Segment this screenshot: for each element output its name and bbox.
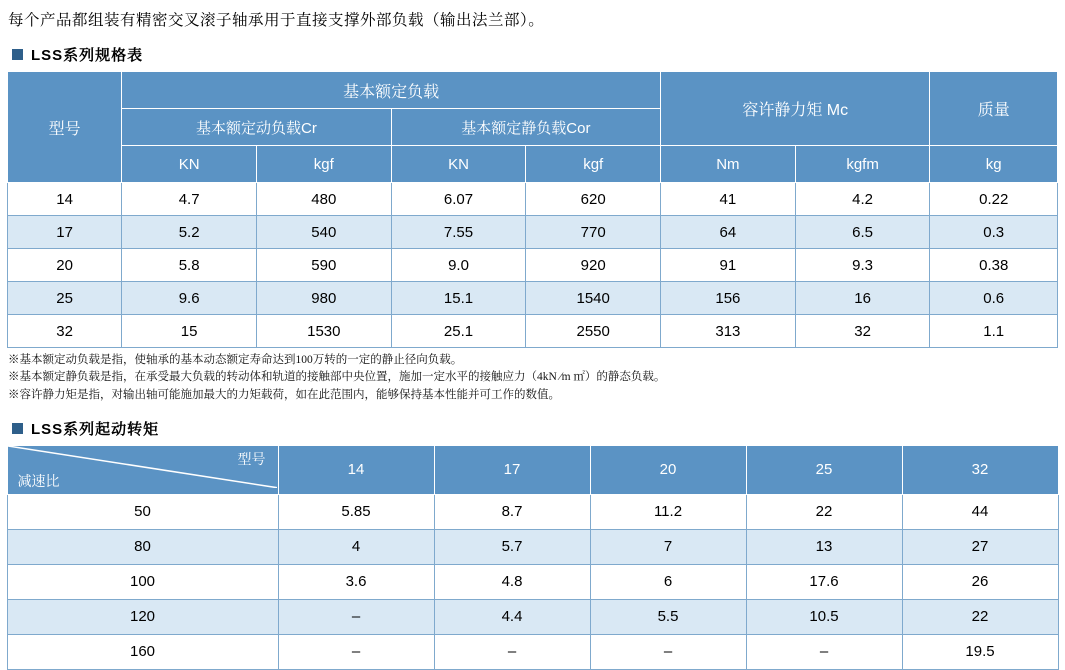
cell-torque: –: [590, 634, 746, 669]
spec-section-heading: [0, 30, 1065, 71]
square-bullet-icon: [12, 49, 23, 60]
cell-sta-kn: 25.1: [391, 315, 526, 348]
cell-torque: 22: [746, 494, 902, 529]
cell-mom-kgfm: 4.2: [795, 183, 930, 216]
cell-sta-kn: 7.55: [391, 216, 526, 249]
cell-torque: –: [278, 634, 434, 669]
cell-torque: –: [278, 599, 434, 634]
cell-torque: 5.85: [278, 494, 434, 529]
header-model-32: 32: [902, 445, 1058, 494]
cell-torque: 11.2: [590, 494, 746, 529]
cell-dyn-kn: 5.2: [122, 216, 257, 249]
header-unit-mom-nm: Nm: [661, 146, 796, 183]
table-row: [8, 249, 1058, 282]
cell-sta-kgf: 770: [526, 216, 661, 249]
cell-model: 32: [8, 315, 122, 348]
cell-mom-nm: 41: [661, 183, 796, 216]
cell-dyn-kn: 15: [122, 315, 257, 348]
header-model-17: 17: [434, 445, 590, 494]
torque-table: [7, 445, 1059, 670]
cell-sta-kgf: 1540: [526, 282, 661, 315]
torque-header-row: [7, 445, 1058, 494]
header-model-25: 25: [746, 445, 902, 494]
cell-mass-kg: 1.1: [930, 315, 1058, 348]
cell-torque: 27: [902, 529, 1058, 564]
table-row: [7, 494, 1058, 529]
cell-mom-kgfm: 32: [795, 315, 930, 348]
cell-torque: 17.6: [746, 564, 902, 599]
cell-torque: 13: [746, 529, 902, 564]
corner-label-ratio: 减速比: [17, 472, 60, 489]
cell-ratio: 50: [7, 494, 278, 529]
cell-sta-kgf: 920: [526, 249, 661, 282]
header-unit-dyn-kgf: kgf: [256, 146, 391, 183]
cell-mom-nm: 313: [661, 315, 796, 348]
header-unit-dyn-kn: KN: [122, 146, 257, 183]
cell-mom-kgfm: 6.5: [795, 216, 930, 249]
cell-torque: 5.7: [434, 529, 590, 564]
header-ratio-model-corner: [7, 445, 278, 494]
table-row: [7, 599, 1058, 634]
cell-mom-kgfm: 9.3: [795, 249, 930, 282]
torque-section-heading: [0, 404, 1065, 445]
cell-mass-kg: 0.22: [930, 183, 1058, 216]
cell-model: 14: [8, 183, 122, 216]
cell-torque: 44: [902, 494, 1058, 529]
header-basic-rated-load: 基本额定负载: [122, 72, 661, 109]
cell-torque: 7: [590, 529, 746, 564]
header-unit-mom-kgfm: kgfm: [795, 146, 930, 183]
spec-notes: [0, 348, 1065, 404]
cell-ratio: 80: [7, 529, 278, 564]
note-line: ※基本额定静负载是指，在承受最大负载的转动体和轨道的接触部中央位置，施加一定水平的接触应力（4kN ⁄m ㎡）的静态负载。: [8, 371, 666, 384]
cell-ratio: 120: [7, 599, 278, 634]
cell-torque: 4.8: [434, 564, 590, 599]
cell-mom-nm: 91: [661, 249, 796, 282]
cell-sta-kn: 15.1: [391, 282, 526, 315]
table-row: [8, 183, 1058, 216]
cell-dyn-kgf: 540: [256, 216, 391, 249]
spec-header-row-3: [8, 146, 1058, 183]
cell-mass-kg: 0.3: [930, 216, 1058, 249]
spec-table: [7, 71, 1058, 348]
corner-label-model: 型号: [237, 450, 266, 467]
cell-torque: 6: [590, 564, 746, 599]
cell-torque: 4: [278, 529, 434, 564]
cell-torque: 4.4: [434, 599, 590, 634]
cell-torque: 26: [902, 564, 1058, 599]
header-model-14: 14: [278, 445, 434, 494]
cell-dyn-kn: 5.8: [122, 249, 257, 282]
cell-sta-kn: 6.07: [391, 183, 526, 216]
cell-ratio: 100: [7, 564, 278, 599]
note-line: ※基本额定动负载是指，使轴承的基本动态额定寿命达到100万转的一定的静止径向负载。: [8, 354, 463, 366]
cell-torque: 19.5: [902, 634, 1058, 669]
header-unit-mass-kg: kg: [930, 146, 1058, 183]
header-unit-sta-kgf: kgf: [526, 146, 661, 183]
cell-mom-nm: 156: [661, 282, 796, 315]
cell-torque: –: [746, 634, 902, 669]
intro-paragraph: 每个产品都组装有精密交叉滚子轴承用于直接支撑外部负载（输出法兰部）。: [8, 12, 545, 29]
cell-dyn-kgf: 590: [256, 249, 391, 282]
square-bullet-icon: [12, 423, 23, 434]
table-row: [7, 564, 1058, 599]
cell-torque: 22: [902, 599, 1058, 634]
cell-torque: 3.6: [278, 564, 434, 599]
cell-mass-kg: 0.38: [930, 249, 1058, 282]
header-mass: 质量: [930, 72, 1058, 146]
cell-mass-kg: 0.6: [930, 282, 1058, 315]
table-row: [7, 529, 1058, 564]
table-row: [8, 282, 1058, 315]
cell-ratio: 160: [7, 634, 278, 669]
cell-torque: –: [434, 634, 590, 669]
cell-model: 17: [8, 216, 122, 249]
spec-section-title: LSS系列规格表: [31, 47, 144, 64]
header-model-20: 20: [590, 445, 746, 494]
cell-mom-nm: 64: [661, 216, 796, 249]
note-line: ※容许静力矩是指，对输出轴可能施加最大的力矩载荷，如在此范围内，能够保持基本性能并可工作的数值。: [8, 388, 560, 401]
table-row: [8, 216, 1058, 249]
torque-section-title: LSS系列起动转矩: [31, 420, 160, 438]
table-row: [7, 634, 1058, 669]
spec-header-row-1: [8, 72, 1058, 109]
cell-torque: 5.5: [590, 599, 746, 634]
cell-sta-kgf: 2550: [526, 315, 661, 348]
cell-model: 20: [8, 249, 122, 282]
cell-dyn-kn: 4.7: [122, 183, 257, 216]
table-row: [8, 315, 1058, 348]
cell-dyn-kgf: 980: [256, 282, 391, 315]
cell-sta-kgf: 620: [526, 183, 661, 216]
header-dynamic-load: 基本额定动负载Cr: [122, 109, 391, 146]
header-moment: 容许静力矩 Mc: [661, 72, 930, 146]
cell-sta-kn: 9.0: [391, 249, 526, 282]
cell-dyn-kn: 9.6: [122, 282, 257, 315]
cell-dyn-kgf: 1530: [256, 315, 391, 348]
header-model: 型号: [8, 72, 122, 183]
cell-mom-kgfm: 16: [795, 282, 930, 315]
header-unit-sta-kn: KN: [391, 146, 526, 183]
cell-model: 25: [8, 282, 122, 315]
cell-torque: 10.5: [746, 599, 902, 634]
cell-torque: 8.7: [434, 494, 590, 529]
cell-dyn-kgf: 480: [256, 183, 391, 216]
header-static-load: 基本额定静负载Cor: [391, 109, 660, 146]
